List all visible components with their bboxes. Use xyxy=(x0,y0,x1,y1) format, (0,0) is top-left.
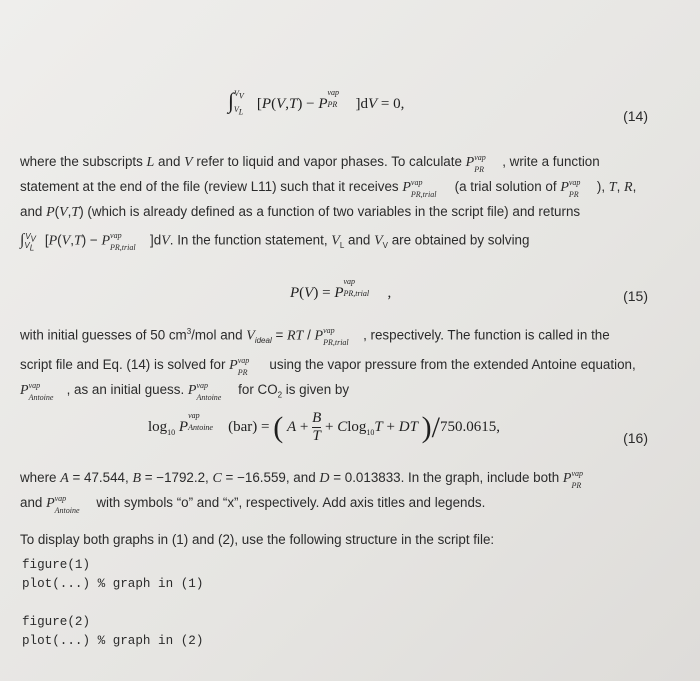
text: /mol and xyxy=(191,327,247,343)
text: C xyxy=(212,471,222,486)
equation-16-number: (16) xyxy=(623,430,648,446)
text: = −16.559, and xyxy=(221,470,320,485)
text: are obtained by solving xyxy=(388,232,530,248)
code-block xyxy=(22,556,203,651)
text: ), xyxy=(596,179,609,194)
paragraph-1: where the subscripts L and V refer to liquid and vapor phases. To calculate P vap PR , write a function statement at the end of the file (review L11) such that it receives P vap PR,trial (a trial solution of P vap PR ), T, R, and P(V,T) (which is already defined as a function of two variables in the script file) and returns $\int_{V_L}^{V_V}$ [P(V,T) − P vap PR,trial ]dV. In the function statement, $V_L$ and $V_V$ are obtained by solving xyxy=(20,153,637,253)
text: with symbols “o” and “x”, respectively. Add axis titles and legends. xyxy=(92,495,486,510)
paragraph-3: where A = 47.544, B = −1792.2, C = −16.559, and D = 0.013833. In the graph, include both P vap PR and P vap Antoine with symbols “o” and “x”, respectively. Add axis titles and legends. xyxy=(20,469,584,515)
text: D xyxy=(319,471,330,486)
text: for CO xyxy=(234,382,278,398)
code-comment: % graph in (2) xyxy=(97,634,204,648)
text: script file and Eq. (14) is solved for xyxy=(20,357,230,373)
text: , write a function xyxy=(502,154,600,169)
text: B xyxy=(132,471,141,486)
text: and xyxy=(344,232,375,248)
equation-15-number: (15) xyxy=(623,288,648,304)
text: using the vapor pressure from the extended Antoine equation, xyxy=(265,357,636,373)
text: = −1792.2, xyxy=(141,470,213,485)
text: is given by xyxy=(282,382,350,398)
text: and xyxy=(20,495,47,510)
text: = 0.013833. In the graph, include both xyxy=(329,470,563,485)
equation-16: $\log_{10} P$ vap Antoine (bar) = ( A + $\frac{B}{T}$ + Clog$_{10}$T + DT )/750.0615, xyxy=(148,410,501,444)
text: with initial guesses of 50 cm xyxy=(20,327,187,343)
code-line: figure(1) xyxy=(22,558,91,572)
text: and xyxy=(20,204,47,219)
text: where xyxy=(20,470,61,485)
equation-14-number: (14) xyxy=(623,108,648,124)
equation-14: ∫$^{V_V}_{V_L}$ [P(V,T) − P vap PR ]dV = 0, xyxy=(228,88,405,117)
code-line: plot(...) xyxy=(22,577,98,591)
text: = 47.544, xyxy=(68,470,133,485)
text: A xyxy=(60,471,69,486)
text: where the subscripts xyxy=(20,154,147,169)
code-line: figure(2) xyxy=(22,615,91,629)
text: , as an initial guess. xyxy=(66,382,188,398)
equation-15: P(V) = P vap PR,trial , xyxy=(290,277,392,301)
paragraph-2: with initial guesses of 50 $cm^3$/mol and $V_{ideal}$ = RT / P vap PR,trial , respectively. The function is called in the script file and Eq. (14) is solved for P vap PR using the vapor pressure from the extended Antoine equation, P vap Antoine , as an initial guess. P vap Antoine for $CO_2$ is given by xyxy=(20,326,636,403)
code-line: plot(...) xyxy=(22,634,98,648)
text: (which is already defined as a function of two variables in the script file) and returns xyxy=(83,204,581,219)
text: refer to liquid and vapor phases. To calculate xyxy=(192,154,466,169)
text: , respectively. The function is called in the xyxy=(363,327,610,343)
text: To display both graphs in (1) and (2), use the following structure in the script file: xyxy=(20,532,495,547)
text: and xyxy=(154,154,185,169)
text: (a trial solution of xyxy=(450,179,561,194)
code-comment: % graph in (1) xyxy=(97,577,204,591)
paragraph-4 xyxy=(20,528,650,552)
text: . In the function statement, xyxy=(169,232,332,248)
text: statement at the end of the file (review L11) such that it receives xyxy=(20,179,403,194)
